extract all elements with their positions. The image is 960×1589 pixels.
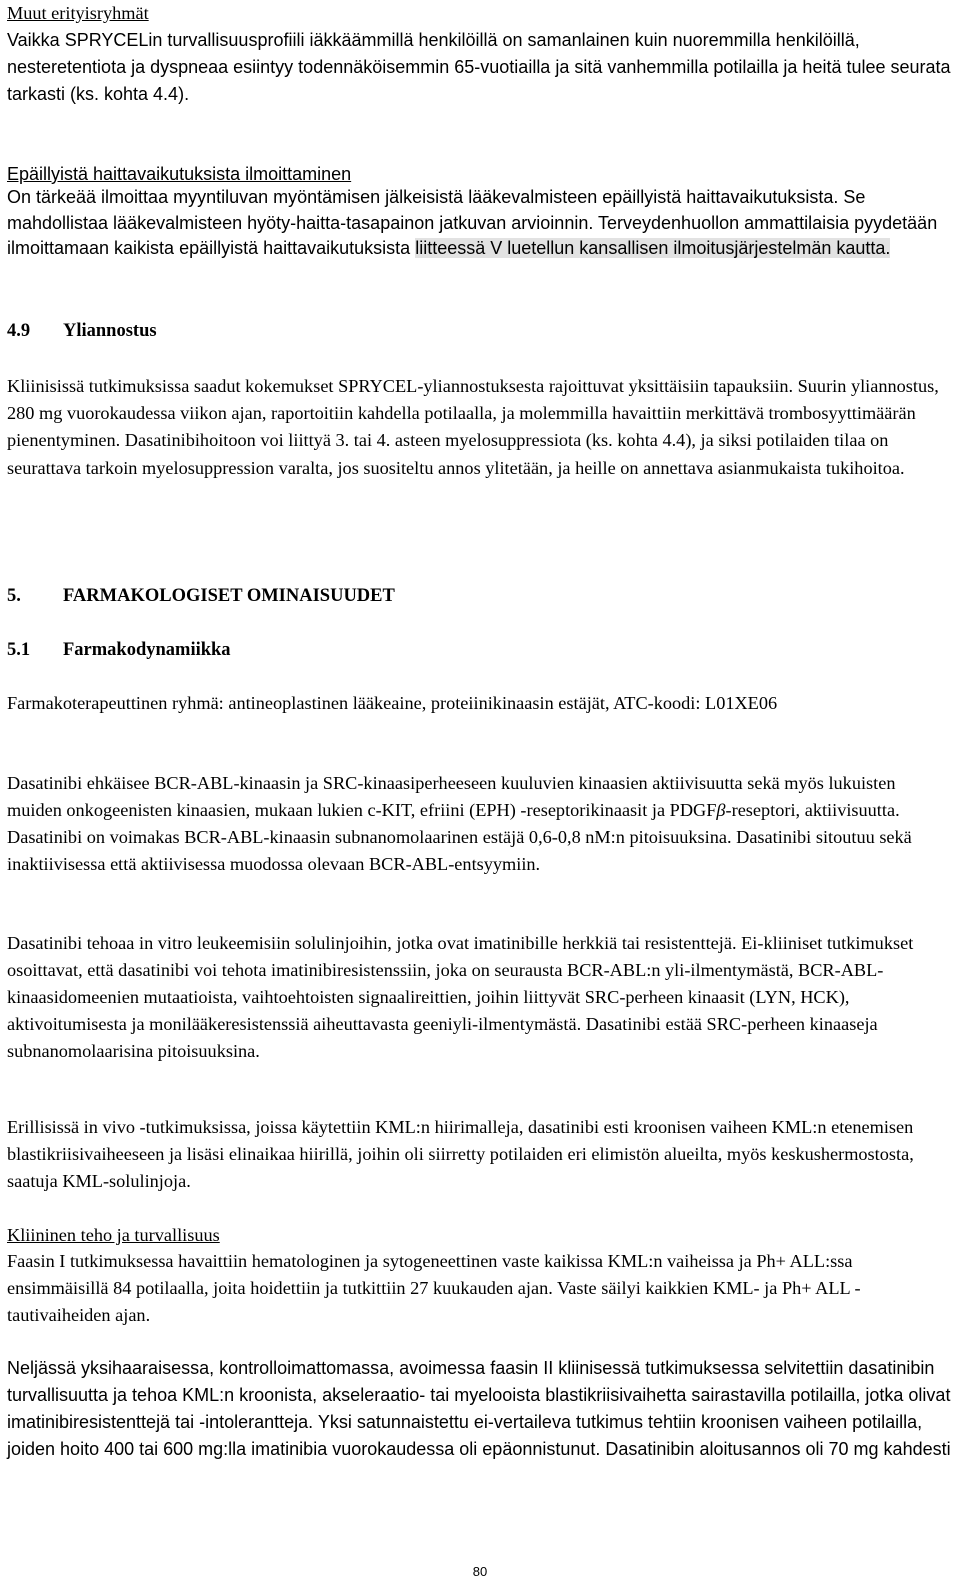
in-vivo-paragraph: Erillisissä in vivo -tutkimuksissa, joissa käytettiin KML:n hiirimalleja, dasatinibi esti kroonisen vaiheen KML:n etenemisen blastikriisivaiheeseen ja lisäsi elinaikaa hiirillä, joihin oli siirretty potilaiden eri elimistön alueilta, myös keskushermostosta, saatuja KML-solulinjoja.	[7, 1117, 914, 1191]
section-5-heading	[7, 583, 953, 609]
mechanism-text-part1: Dasatinibi ehkäisee BCR-ABL-kinaasin ja SRC-kinaasiperheeseen kuuluvien kinaasien aktiivisuutta sekä myös lukuisten muiden onkogeenisten kinaasien, mukaan lukien c-KIT, efriini (EPH) -reseptorikinaasit ja PDGF	[7, 773, 896, 820]
mechanism-paragraph	[7, 770, 953, 878]
reporting-text: On tärkeää ilmoittaa myyntiluvan myöntämisen jälkeisistä lääkevalmisteen epäillyistä haittavaikutuksista. Se mahdollistaa lääkevalmisteen hyöty-haitta-tasapainon jatkuvan arvioinnin. Terveydenhuollon ammattilaisia pyydetään ilmoittamaan kaikista epäillyistä haittavaikutuksista	[7, 187, 938, 258]
reporting-heading: Epäillyistä haittavaikutuksista ilmoittaminen	[7, 164, 352, 184]
section-number: 5.1	[7, 640, 31, 660]
section-4-9-heading	[7, 318, 953, 344]
mechanism-text-part2: -reseptori, aktiivisuutta. Dasatinibi on voimakas BCR-ABL-kinaasin subnanomolaarinen estäjä 0,6-0,8 nM:n pitoisuuksina. Dasatinibi sitoutuu sekä inaktiivisessa että aktiivisessa muodossa olevaan BCR-ABL-entsyymiin.	[7, 800, 912, 874]
efficacy-paragraph: Faasin I tutkimuksessa havaittiin hematologinen ja sytogeneettinen vaste kaikissa KML:n vaiheissa ja Ph+ ALL:ssa ensimmäisillä 84 potilaalla, joita hoidettiin ja tutkittiin 27 kuukauden ajan. Vaste säilyi kaikkien KML- ja Ph+ ALL -tautivaiheiden ajan.	[7, 1251, 861, 1325]
special-groups-heading: Muut erityisryhmät	[7, 3, 149, 23]
section-title: FARMAKOLOGISET OMINAISUUDET	[63, 586, 395, 606]
overdose-paragraph: Kliinisissä tutkimuksissa saadut kokemukset SPRYCEL-yliannostuksesta rajoittuvat yksittäisiin tapauksiin. Suurin yliannostus, 280 mg vuorokaudessa viikon ajan, raportoitiin kahdella potilaalla, ja molemmilla havaittiin merkittävä trombosyyttimäärän pienentyminen. Dasatinibihoitoon voi liittyä 3. tai 4. asteen myelosuppressiota (ks. kohta 4.4), ja siksi potilaiden tilaa on seurattava tarkoin myelosuppression varalta, jos suositeltu annos ylitetään, ja heille on annettava asianmukaista tukihoitoa.	[7, 376, 939, 478]
beta-symbol: β	[716, 800, 726, 820]
phase2-paragraph: Neljässä yksihaaraisessa, kontrolloimattomassa, avoimessa faasin II kliinisessä tutkimuksessa selvitettiin dasatinibin turvallisuutta ja tehoa KML:n kroonista, akseleraatio- tai myelooista blastikriisivaihetta sairastavilla potilailla, jotka olivat imatinibiresistenttejä tai -intolerantteja. Yksi satunnaistettu ei-vertaileva tutkimus tehtiin kroonisen vaiheen potilailla, joiden hoito 400 tai 600 mg:lla imatinibia vuorokaudessa oli epäonnistunut. Dasatinibin aloitusannos oli 70 mg kahdesti	[7, 1358, 951, 1459]
section-number: 4.9	[7, 321, 31, 341]
efficacy-heading: Kliininen teho ja turvallisuus	[7, 1225, 220, 1245]
section-number: 5.	[7, 586, 21, 606]
reporting-paragraph	[7, 185, 953, 262]
reporting-highlighted-text: liitteessä V luetellun kansallisen ilmoitusjärjestelmän kautta.	[415, 238, 891, 258]
section-title: Yliannostus	[63, 321, 157, 341]
atc-paragraph: Farmakoterapeuttinen ryhmä: antineoplastinen lääkeaine, proteiinikinaasin estäjät, ATC-koodi: L01XE06	[7, 693, 778, 713]
special-groups-paragraph: Vaikka SPRYCELin turvallisuusprofiili iäkkäämmillä henkilöillä on samanlainen kuin nuoremmilla henkilöillä, nesteretentiota ja dyspneaa esiintyy todennäköisemmin 65-vuotiailla ja sitä vanhemmilla potilailla ja heitä tulee seurata tarkasti (ks. kohta 4.4).	[7, 30, 951, 104]
page-number: 80	[472, 1564, 488, 1579]
section-5-1-heading	[7, 637, 953, 663]
section-title: Farmakodynamiikka	[63, 640, 231, 660]
in-vitro-paragraph: Dasatinibi tehoaa in vitro leukeemisiin solulinjoihin, jotka ovat imatinibille herkkiä tai resistenttejä. Ei-kliiniset tutkimukset osoittavat, että dasatinibi voi tehota imatinibiresistenssiin, joka on seurausta BCR-ABL:n yli-ilmentymästä, BCR-ABL-kinaasidomeenien mutaatioista, vaihtoehtoisten signaalireittien, joihin liittyvät SRC-perheen kinaasit (LYN, HCK), aktivoitumisesta ja monilääkeresistenssiä aiheuttavasta geeniyli-ilmentymästä. Dasatinibi estää SRC-perheen kinaaseja subnanomolaarisina pitoisuuksina.	[7, 933, 914, 1061]
